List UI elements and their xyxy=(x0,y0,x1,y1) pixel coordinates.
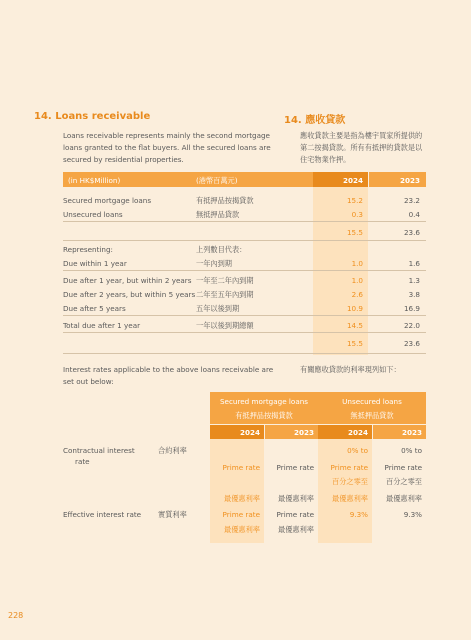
table1-col-2023: 2023 xyxy=(399,176,420,185)
rates-intro-en: Interest rates applicable to the above loans receivable are set out below: xyxy=(63,365,274,386)
table2-col-secured-2023: 2023 xyxy=(293,428,314,437)
table-cell-2024-total: 15.5 xyxy=(346,339,363,348)
table-row-label-en: Due within 1 year xyxy=(63,259,127,268)
table2-col-unsecured-2024: 2024 xyxy=(347,428,368,437)
table-row-label-en: Due after 2 years, but within 5 years xyxy=(63,290,196,299)
table1-divider xyxy=(63,315,426,316)
table-row-label-en: Representing: xyxy=(63,245,113,254)
table-row-label-zh: 二年至五年內到期 xyxy=(196,290,254,299)
effective-secured-2024-zh: 最優惠利率 xyxy=(224,525,260,534)
contract-unsecured-2024-zh: 百分之零至 xyxy=(332,477,368,486)
contract-unsecured-2023-zh2: 最優惠利率 xyxy=(386,494,422,503)
contractual-rate-label-en: Contractual interest xyxy=(63,446,135,455)
table-cell-2023: 1.6 xyxy=(408,259,420,268)
table-row-label-en: Secured mortgage loans xyxy=(63,196,152,205)
contractual-rate-label-en-2: rate xyxy=(75,457,90,466)
contract-unsecured-2024: Prime rate xyxy=(330,463,368,472)
effective-secured-2023: Prime rate xyxy=(276,510,314,519)
intro-paragraph-en: Loans receivable represents mainly the second mortgage loans granted to the flat buyers. All the secured loans are secured by residential properties. xyxy=(63,131,271,164)
contract-unsecured-2023: Prime rate xyxy=(384,463,422,472)
table-cell-2024: 1.0 xyxy=(351,259,363,268)
table2-col-unsecured-2023: 2023 xyxy=(401,428,422,437)
secured-header-zh: 有抵押品按揭貸款 xyxy=(235,411,293,420)
table-cell-2024: 0.3 xyxy=(351,210,363,219)
contractual-rate-label-zh: 合約利率 xyxy=(158,446,187,455)
table1-divider xyxy=(63,221,426,222)
table-row-label-en: Unsecured loans xyxy=(63,210,123,219)
unsecured-header-zh: 無抵押品貸款 xyxy=(350,411,394,420)
effective-unsecured-2024: 9.3% xyxy=(349,510,368,519)
table-row-label-zh: 一年內到期 xyxy=(196,259,232,268)
secured-header-en: Secured mortgage loans xyxy=(219,397,309,406)
page-number: 228 xyxy=(8,611,24,620)
effective-rate-label-en: Effective interest rate xyxy=(63,510,142,519)
table2-col-secured-2024: 2024 xyxy=(239,428,260,437)
table1-divider xyxy=(63,240,426,241)
contract-unsecured-2023-line1: 0% to xyxy=(401,446,422,455)
table-row-label-zh: 有抵押品按揭貸款 xyxy=(196,196,254,205)
table1-divider xyxy=(63,353,426,354)
contract-secured-2024: Prime rate xyxy=(222,463,260,472)
table-row-label-en: Due after 5 years xyxy=(63,304,126,313)
table-row-label-en: Due after 1 year, but within 2 years xyxy=(63,276,192,285)
unsecured-header-en: Unsecured loans xyxy=(342,397,402,406)
table-cell-2023-subtotal: 23.6 xyxy=(403,228,420,237)
table-row-label-zh: 無抵押品貸款 xyxy=(196,210,240,219)
table-cell-2023: 3.8 xyxy=(408,290,420,299)
table1-divider xyxy=(63,270,426,271)
contract-secured-2023-zh: 最優惠利率 xyxy=(278,494,314,503)
table-cell-2023: 1.3 xyxy=(408,276,420,285)
contract-unsecured-2023-zh: 百分之零至 xyxy=(386,477,422,486)
table-cell-2023-total: 23.6 xyxy=(403,339,420,348)
table-cell-2023: 23.2 xyxy=(403,196,420,205)
table-cell-2023: 22.0 xyxy=(403,321,420,330)
table-cell-2024: 14.5 xyxy=(346,321,363,330)
table1-col-2024: 2024 xyxy=(342,176,363,185)
table-cell-2024: 15.2 xyxy=(346,196,363,205)
table-cell-2023: 16.9 xyxy=(403,304,420,313)
table-cell-2024: 1.0 xyxy=(351,276,363,285)
effective-rate-label-zh: 實質利率 xyxy=(158,510,187,519)
section-heading-en: 14. Loans receivable xyxy=(34,111,151,122)
contract-secured-2023: Prime rate xyxy=(276,463,314,472)
effective-unsecured-2023: 9.3% xyxy=(403,510,422,519)
rates-intro-zh: 有關應收貸款的利率現列如下： xyxy=(300,365,401,374)
intro-paragraph-zh: 應收貸款主要是指為樓宇買家所提供的 第二按揭貸款。所有有抵押的貸款是以 住宅物業作押。 xyxy=(300,131,423,164)
table-cell-2024-subtotal: 15.5 xyxy=(346,228,363,237)
effective-secured-2023-zh: 最優惠利率 xyxy=(278,525,314,534)
table-cell-2024: 2.6 xyxy=(351,290,363,299)
section-heading-zh: 14. 應收貸款 xyxy=(284,115,346,126)
table-row-label-zh: 五年以後到期 xyxy=(196,304,240,313)
table-row-label-zh: 上列數目代表： xyxy=(196,245,247,254)
contract-unsecured-2024-line1: 0% to xyxy=(347,446,368,455)
effective-secured-2024: Prime rate xyxy=(222,510,260,519)
table-row-label-zh: 一年以後到期總額 xyxy=(196,321,254,330)
table-row-label-zh: 一年至二年內到期 xyxy=(196,276,254,285)
table1-head-en: (in HK$Million) xyxy=(68,176,121,185)
table1-divider xyxy=(63,332,426,333)
table-cell-2023: 0.4 xyxy=(408,210,420,219)
table1-head-zh: (港幣百萬元) xyxy=(196,176,238,185)
table-cell-2024: 10.9 xyxy=(346,304,363,313)
contract-unsecured-2024-zh2: 最優惠利率 xyxy=(332,494,368,503)
contract-secured-2024-zh: 最優惠利率 xyxy=(224,494,260,503)
table-row-label-en: Total due after 1 year xyxy=(63,321,141,330)
